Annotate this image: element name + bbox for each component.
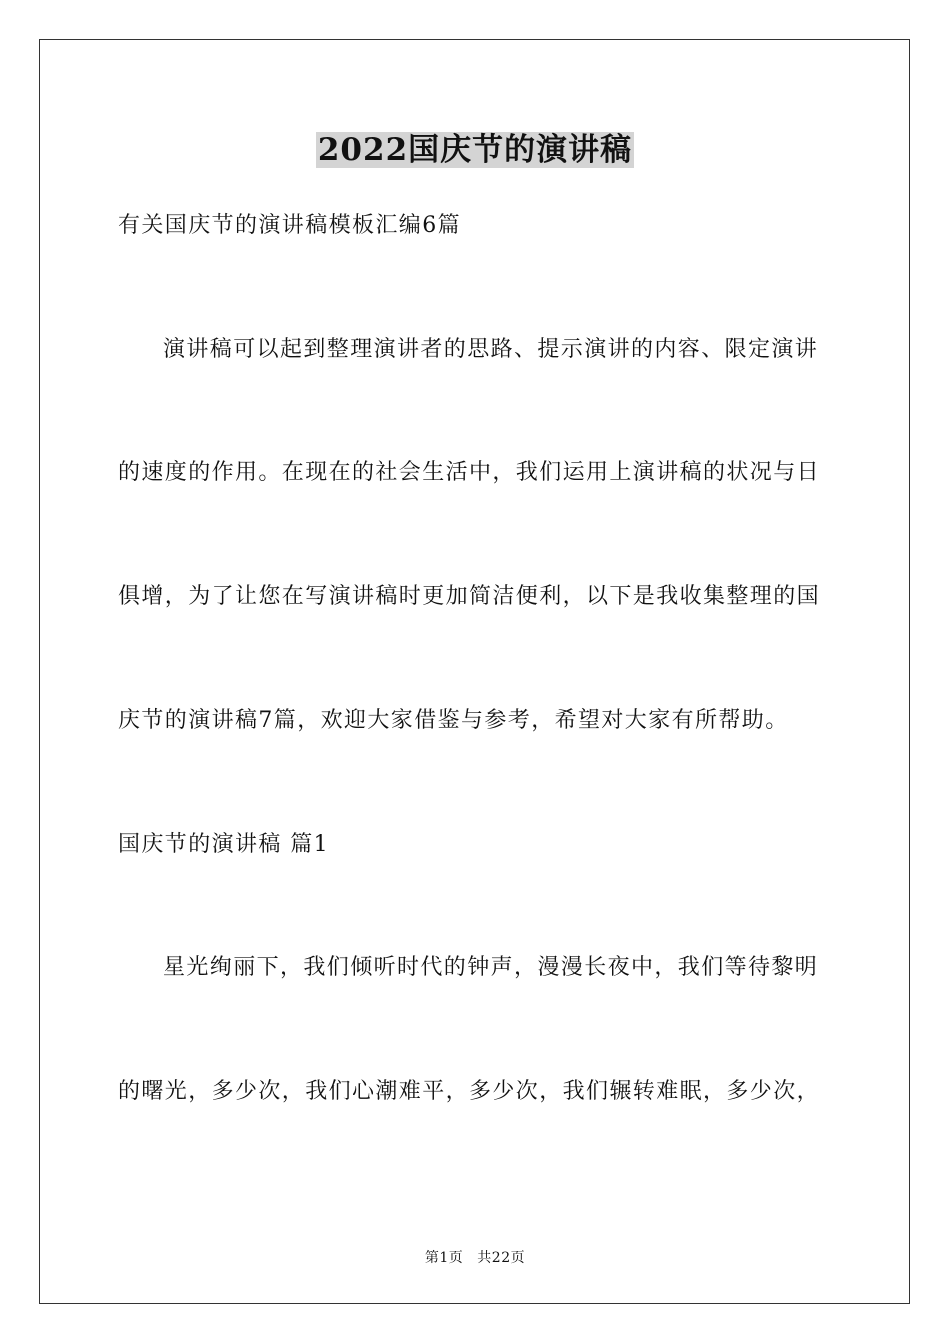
page-total: 共22页 <box>477 1250 526 1266</box>
page-footer <box>0 1248 950 1268</box>
page-number: 第1页 <box>424 1250 464 1266</box>
intro-line-3: 俱增，为了让您在写演讲稿时更加简洁便利，以下是我收集整理的国 <box>118 584 821 609</box>
document-subtitle: 有关国庆节的演讲稿模板汇编6篇 <box>118 213 461 238</box>
section-line-2: 的曙光，多少次，我们心潮难平，多少次，我们辗转难眠，多少次， <box>118 1079 821 1104</box>
intro-line-4: 庆节的演讲稿7篇，欢迎大家借鉴与参考，希望对大家有所帮助。 <box>118 708 789 733</box>
section-heading: 国庆节的演讲稿 篇1 <box>118 832 329 857</box>
document-title-text: 2022国庆节的演讲稿 <box>317 132 633 168</box>
intro-line-1: 演讲稿可以起到整理演讲者的思路、提示演讲的内容、限定演讲 <box>163 337 819 362</box>
document-title <box>0 128 950 172</box>
section-line-1: 星光绚丽下，我们倾听时代的钟声，漫漫长夜中，我们等待黎明 <box>163 955 819 980</box>
intro-line-2: 的速度的作用。在现在的社会生活中，我们运用上演讲稿的状况与日 <box>118 460 821 485</box>
